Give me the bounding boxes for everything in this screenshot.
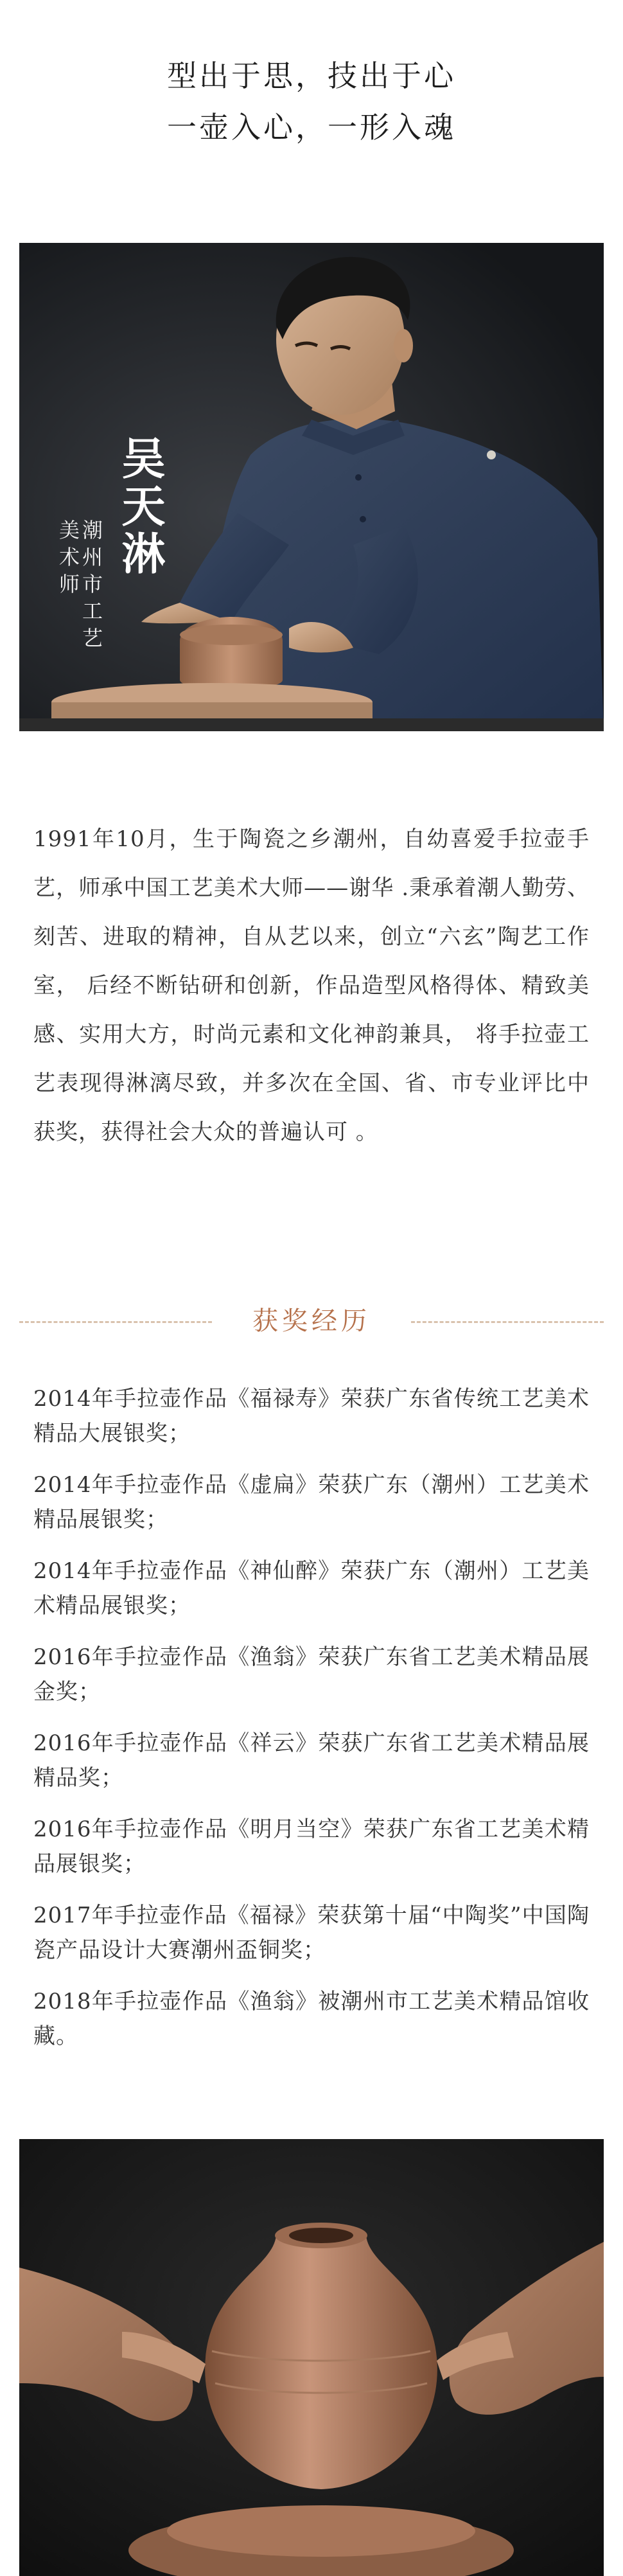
motto: [0, 50, 623, 153]
motto-line-1: 型出于思，技出于心: [167, 58, 456, 93]
award-item: 2014年手拉壶作品《福禄寿》荣获广东省传统工艺美术精品大展银奖；: [33, 1386, 590, 1446]
artist-name-block: [56, 436, 166, 680]
divider-right: [411, 1321, 604, 1323]
awards-list: [33, 1381, 590, 2070]
award-item: 2018年手拉壶作品《渔翁》被潮州市工艺美术精品馆收藏。: [33, 1989, 590, 2049]
motto-line-2: 一壶入心，一形入魂: [167, 110, 456, 145]
awards-section-header: [19, 1303, 604, 1339]
artist-bio: 1991年10月，生于陶瓷之乡潮州，自幼喜爱手拉壶手艺，师承中国工艺美术大师——谢华 .秉承着潮人勤劳、刻苦、进取的精神，自从艺以来，创立“六玄”陶艺工作室， 后经不断钻研和创新，作品造型风格得体、精致美感、实用大方，时尚元素和文化神韵兼具， 将手拉壶工艺表现得淋漓尽致，并多次在全国、省、市专业评比中获奖，获得社会大众的普遍认可 。: [33, 826, 590, 1145]
award-item: 2014年手拉壶作品《神仙醉》荣获广东（潮州）工艺美术精品展银奖；: [33, 1558, 590, 1619]
award-item: 2017年手拉壶作品《福禄》荣获第十届“中陶奖”中国陶瓷产品设计大赛潮州盃铜奖；: [33, 1903, 590, 1963]
award-item: 2014年手拉壶作品《虚扁》荣获广东（潮州）工艺美术精品展银奖；: [33, 1472, 590, 1532]
artist-title: 潮州市工艺美术师: [56, 519, 103, 654]
award-item: 2016年手拉壶作品《明月当空》荣获广东省工艺美术精品展银奖；: [33, 1817, 590, 1877]
artist-name: 吴天淋: [114, 436, 166, 578]
awards-section-title: 获奖经历: [252, 1306, 371, 1336]
artist-portrait-photo: [19, 243, 604, 731]
pottery-illustration: [19, 2139, 604, 2576]
award-item: 2016年手拉壶作品《渔翁》荣获广东省工艺美术精品展金奖；: [33, 1644, 590, 1705]
pottery-throwing-photo: [19, 2139, 604, 2576]
award-item: 2016年手拉壶作品《祥云》荣获广东省工艺美术精品展精品奖；: [33, 1730, 590, 1791]
